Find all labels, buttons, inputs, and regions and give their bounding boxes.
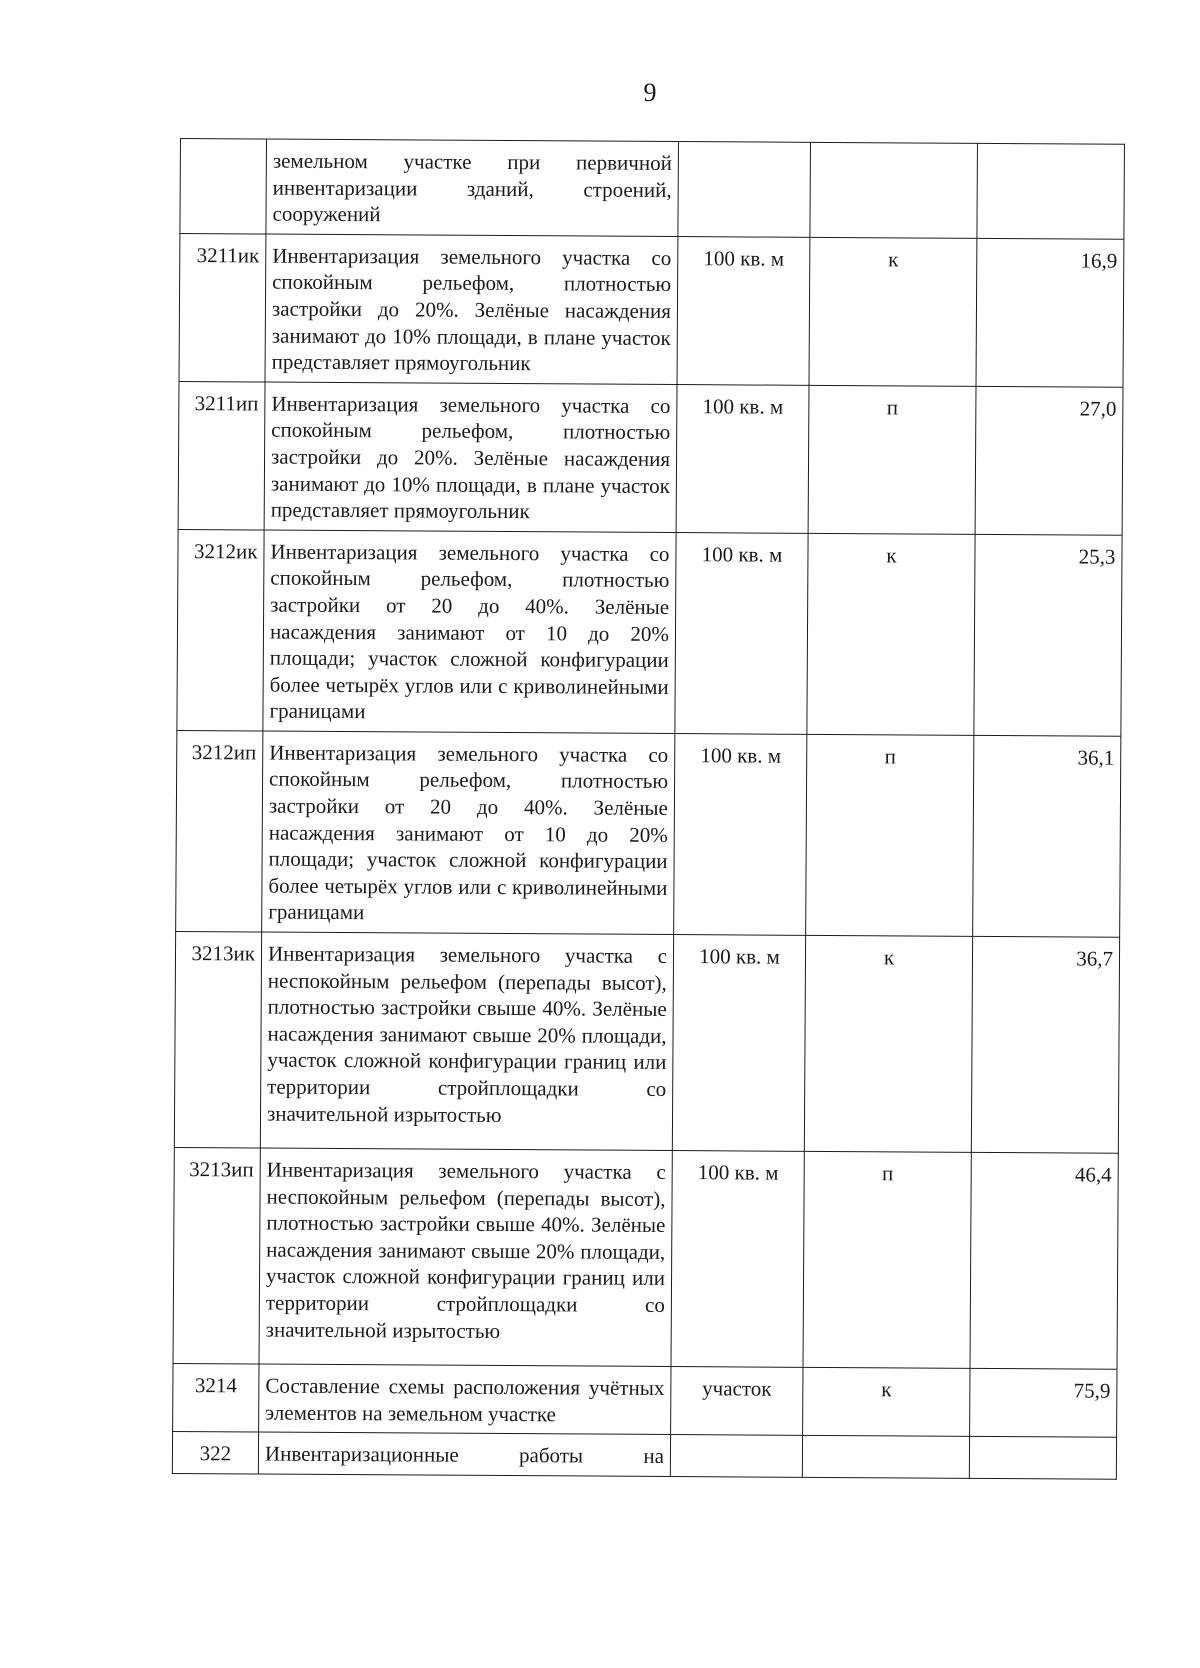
row-description: Инвентаризация земельного участка со спокойным рельефом, плотностью застройки от 20 до 40%. Зелёные насаждения занимают от 10 до 20% площади; участок сложной конфигурации более четырёх углов или с криволинейными границами: [262, 731, 675, 935]
row-unit: 100 кв. м: [676, 384, 809, 533]
table-row: [177, 529, 1122, 736]
table-row: [172, 1432, 1116, 1479]
row-coefficient: п: [808, 385, 976, 534]
table-row: [174, 932, 1119, 1154]
row-code: [180, 139, 267, 234]
row-price: [969, 1437, 1116, 1479]
row-code: 3213ик: [174, 932, 261, 1149]
row-price: 46,4: [970, 1152, 1118, 1369]
row-code: 3212ик: [177, 529, 264, 731]
row-description: Инвентаризация земельного участка с неспокойным рельефом (перепады высот), плотностью застройки свыше 40%. Зелёные насаждения занимают свыше 20% площади, участок сложной конфигурации границ или территории стройплощадки со значительной изрытостью: [260, 932, 673, 1151]
row-unit: [670, 1435, 802, 1477]
row-unit: 100 кв. м: [677, 236, 810, 385]
row-coefficient: к: [804, 935, 972, 1152]
row-coefficient: к: [807, 533, 975, 735]
row-coefficient: [810, 142, 978, 238]
price-table: [172, 138, 1125, 1480]
row-code: 3214: [173, 1364, 259, 1433]
row-code: 322: [172, 1432, 258, 1474]
row-coefficient: п: [803, 1151, 971, 1368]
row-unit: [678, 142, 811, 238]
row-price: [977, 143, 1125, 239]
table-row: [173, 1364, 1117, 1438]
row-coefficient: к: [803, 1367, 970, 1436]
row-price: 36,7: [971, 936, 1119, 1153]
row-code: 3213ип: [173, 1148, 260, 1365]
row-code: 3212ип: [176, 730, 263, 932]
row-unit: 100 кв. м: [672, 935, 805, 1152]
page-number: 9: [643, 78, 657, 107]
row-unit: 100 кв. м: [675, 532, 808, 734]
table-row: [178, 381, 1123, 535]
table-row: [180, 139, 1125, 240]
row-unit: 100 кв. м: [674, 733, 807, 935]
row-unit: участок: [671, 1367, 803, 1436]
row-description: Составление схемы расположения учётных элементов на земельном участке: [259, 1364, 671, 1435]
row-price: 27,0: [975, 386, 1123, 535]
row-coefficient: [802, 1436, 969, 1479]
row-price: 16,9: [976, 238, 1124, 387]
row-price: 75,9: [970, 1368, 1117, 1437]
table-row: [176, 730, 1121, 937]
row-price: 36,1: [973, 735, 1121, 937]
row-description: Инвентаризация земельного участка со спокойным рельефом, плотностью застройки от 20 до 40%. Зелёные насаждения занимают от 10 до 20% площади; участок сложной конфигурации более четырёх углов или с криволинейными границами: [263, 530, 676, 734]
row-description: земельном участке при первичной инвентаризации зданий, строений, сооружений: [266, 139, 679, 236]
row-code: 3211ик: [179, 233, 266, 381]
row-description: Инвентаризация земельного участка со спокойным рельефом, плотностью застройки до 20%. Зелёные насаждения занимают до 10% площади, в плане участок представляет прямоугольник: [265, 234, 678, 384]
row-price: 25,3: [974, 534, 1122, 736]
row-coefficient: п: [806, 734, 974, 936]
row-description: Инвентаризационные работы на: [258, 1432, 670, 1476]
row-unit: 100 кв. м: [671, 1151, 804, 1368]
row-code: 3211ип: [178, 381, 265, 529]
row-coefficient: к: [809, 237, 977, 386]
table-row: [179, 233, 1124, 387]
row-description: Инвентаризация земельного участка со спокойным рельефом, плотностью застройки до 20%. Зелёные насаждения занимают до 10% площади, в плане участок представляет прямоугольник: [264, 382, 677, 532]
row-description: Инвентаризация земельного участка с неспокойным рельефом (перепады высот), плотностью застройки свыше 40%. Зелёные насаждения занимают свыше 20% площади, участок сложной конфигурации границ или территории стройплощадки со значительной изрытостью: [259, 1148, 672, 1367]
table-row: [173, 1148, 1118, 1370]
